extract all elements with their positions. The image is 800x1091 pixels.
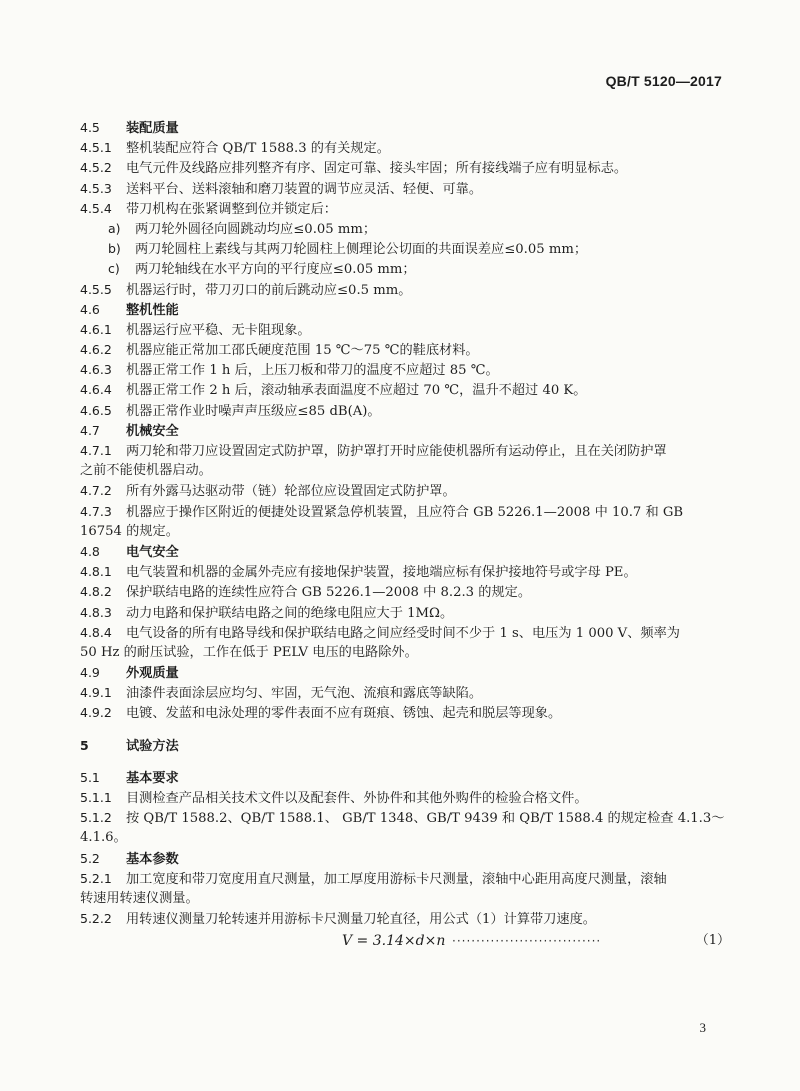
clause-line <box>80 320 730 340</box>
clause-text: 4.1.6。 <box>80 830 127 846</box>
clause-line <box>80 441 730 461</box>
clause-number: 4.8 <box>80 543 100 559</box>
clause-text: 保护联结电路的连续性应符合 GB 5226.1—2008 中 8.2.3 的规定。 <box>126 585 532 601</box>
clause-line <box>80 138 730 158</box>
clause-text: 机器运行应平稳、无卡阻现象。 <box>126 322 311 338</box>
clause-text: 所有外露马达驱动带（链）轮部位应设置固定式防护罩。 <box>126 484 456 500</box>
clause-line <box>80 502 730 522</box>
clause-text: 基本要求 <box>126 770 179 786</box>
clause-number: 4.8.4 <box>80 624 112 640</box>
clause-number: 4.5.2 <box>80 160 112 176</box>
section-gap <box>80 724 730 736</box>
clause-text: 加工宽度和带刀宽度用直尺测量，加工厚度用游标卡尺测量，滚轴中心距用高度尺测量，滚轴 <box>126 871 667 887</box>
page-number: 3 <box>699 1020 706 1035</box>
clause-number: 5 <box>80 737 89 753</box>
clause-number: 4.7.2 <box>80 483 112 499</box>
clause-line <box>80 179 730 199</box>
section-heading <box>80 421 730 441</box>
clause-number: 4.5.5 <box>80 281 112 297</box>
clause-line <box>80 683 730 703</box>
clause-line <box>80 869 730 889</box>
clause-line <box>80 623 730 643</box>
clause-number: 4.9.1 <box>80 685 112 701</box>
clause-line <box>80 158 730 178</box>
clause-number: 4.6 <box>80 301 100 317</box>
clause-number: 5.2.2 <box>80 911 112 927</box>
clause-text: 转速用转速仪测量。 <box>80 890 199 906</box>
clause-continuation <box>80 461 730 481</box>
clause-text: 两刀轮轴线在水平方向的平行度应≤0.05 mm； <box>135 262 416 278</box>
clause-line <box>80 703 730 723</box>
clause-number: 5.2.1 <box>80 870 112 886</box>
section-heading <box>80 663 730 683</box>
clause-text: 机器正常作业时噪声声压级应≤85 dB(A)。 <box>126 403 381 419</box>
clause-text: 机器应于操作区附近的便捷处设置紧急停机装置，且应符合 GB 5226.1—2008 中 10.7 和 GB <box>126 504 684 520</box>
clause-text: 按 QB/T 1588.2、QB/T 1588.1、 GB/T 1348、GB/T 9439 和 QB/T 1588.4 的规定检查 4.1.3～ <box>126 811 725 827</box>
clause-line <box>80 808 730 828</box>
equation-number: （1） <box>695 933 730 949</box>
clause-number: 4.6.3 <box>80 362 112 378</box>
clause-text: 两刀轮和带刀应设置固定式防护罩，防护罩打开时应能使机器所有运动停止，且在关闭防护罩 <box>126 444 667 459</box>
clause-number: 4.7 <box>80 422 100 438</box>
clause-line <box>80 481 730 501</box>
clause-number: a) <box>108 220 121 236</box>
clause-line <box>80 909 730 929</box>
clause-line <box>80 280 730 300</box>
clause-number: 4.8.1 <box>80 564 112 580</box>
clause-text: 电气安全 <box>126 544 179 560</box>
clause-text: 基本参数 <box>126 851 179 867</box>
clause-number: 4.7.3 <box>80 503 112 519</box>
clause-text: 装配质量 <box>126 121 179 136</box>
clause-text: 送料平台、送料滚轴和磨刀装置的调节应灵活、轻便、可靠。 <box>126 181 483 197</box>
clause-line <box>80 788 730 808</box>
clause-text: 50 Hz 的耐压试验，工作在低于 PELV 电压的电路除外。 <box>80 644 418 660</box>
speed-formula: V = 3.14×d×n <box>342 933 446 950</box>
clause-text: 整机装配应符合 QB/T 1588.3 的有关规定。 <box>126 141 390 157</box>
standard-code: QB/T 5120—2017 <box>605 73 722 89</box>
clause-continuation <box>80 643 730 663</box>
clause-text: 两刀轮外圆径向圆跳动均应≤0.05 mm； <box>135 221 377 237</box>
clause-text: 试验方法 <box>126 738 179 754</box>
clause-number: 4.6.5 <box>80 402 112 418</box>
clause-text: 机械安全 <box>126 423 179 439</box>
clause-number: 4.8.3 <box>80 604 112 620</box>
clause-line <box>80 380 730 400</box>
clause-number: 4.5.3 <box>80 180 112 196</box>
clause-line <box>80 603 730 623</box>
clause-text: 机器运行时，带刀刃口的前后跳动应≤0.5 mm。 <box>126 282 412 298</box>
list-item <box>80 259 730 279</box>
clause-number: 5.1.1 <box>80 790 112 805</box>
section-heading <box>80 542 730 562</box>
clause-text: 16754 的规定。 <box>80 523 179 539</box>
clause-text: 外观质量 <box>126 666 179 682</box>
clause-number: 4.8.2 <box>80 584 112 600</box>
clause-number: 4.6.4 <box>80 382 112 398</box>
clause-text: 两刀轮圆柱上素线与其两刀轮圆柱上侧理论公切面的共面误差应≤0.05 mm； <box>135 242 588 258</box>
list-item <box>80 219 730 239</box>
list-item <box>80 239 730 259</box>
clause-number: 5.2 <box>80 850 100 866</box>
clause-text: 电镀、发蓝和电泳处理的零件表面不应有斑痕、锈蚀、起壳和脱层等现象。 <box>126 706 562 722</box>
clause-text: 带刀机构在张紧调整到位并锁定后： <box>126 201 337 217</box>
clause-text: 电气设备的所有电路导线和保护联结电路之间应经受时间不少于 1 s、电压为 1 000 V、频率为 <box>126 625 680 641</box>
clause-line <box>80 340 730 360</box>
clause-number: 4.7.1 <box>80 443 112 458</box>
document-body <box>80 118 730 953</box>
section-heading <box>80 118 730 138</box>
clause-number: 5.1.2 <box>80 810 112 826</box>
clause-line <box>80 360 730 380</box>
clause-number: c) <box>108 261 120 277</box>
section-heading <box>80 768 730 788</box>
section-gap <box>80 756 730 768</box>
clause-number: 4.6.1 <box>80 321 112 337</box>
clause-line <box>80 199 730 219</box>
clause-number: 4.5 <box>80 120 100 135</box>
clause-text: 目测检查产品相关技术文件以及配套件、外协件和其他外购件的检验合格文件。 <box>126 791 588 806</box>
clause-number: 4.9 <box>80 665 100 681</box>
clause-text: 电气装置和机器的金属外壳应有接地保护装置，接地端应标有保护接地符号或字母 PE。 <box>126 565 637 581</box>
clause-text: 之前不能使机器启动。 <box>80 463 212 479</box>
clause-text: 动力电路和保护联结电路之间的绝缘电阻应大于 1MΩ。 <box>126 605 454 621</box>
clause-number: b) <box>108 241 121 257</box>
section-heading <box>80 736 730 756</box>
clause-number: 4.9.2 <box>80 705 112 721</box>
formula-row <box>80 929 730 953</box>
clause-text: 机器正常工作 1 h 后，上压刀板和带刀的温度不应超过 85 ℃。 <box>126 363 499 379</box>
clause-line <box>80 401 730 421</box>
clause-number: 4.5.4 <box>80 200 112 216</box>
clause-continuation <box>80 828 730 848</box>
clause-number: 4.5.1 <box>80 140 112 156</box>
clause-text: 用转速仪测量刀轮转速并用游标卡尺测量刀轮直径，用公式（1）计算带刀速度。 <box>126 912 596 928</box>
clause-line <box>80 582 730 602</box>
clause-text: 电气元件及线路应排列整齐有序、固定可靠、接头牢固；所有接线端子应有明显标志。 <box>126 161 628 177</box>
clause-number: 5.1 <box>80 769 100 785</box>
clause-continuation <box>80 522 730 542</box>
clause-text: 整机性能 <box>126 302 179 318</box>
clause-text: 机器应能正常加工邵氏硬度范围 15 ℃～75 ℃的鞋底材料。 <box>126 343 479 359</box>
dot-leader: ······························· <box>452 934 602 949</box>
clause-text: 机器正常工作 2 h 后，滚动轴承表面温度不应超过 70 ℃，温升不超过 40 K。 <box>126 383 587 399</box>
clause-continuation <box>80 889 730 909</box>
clause-text: 油漆件表面涂层应均匀、牢固，无气泡、流痕和露底等缺陷。 <box>126 686 483 702</box>
clause-number: 4.6.2 <box>80 342 112 358</box>
clause-line <box>80 562 730 582</box>
section-heading <box>80 300 730 320</box>
section-heading <box>80 849 730 869</box>
